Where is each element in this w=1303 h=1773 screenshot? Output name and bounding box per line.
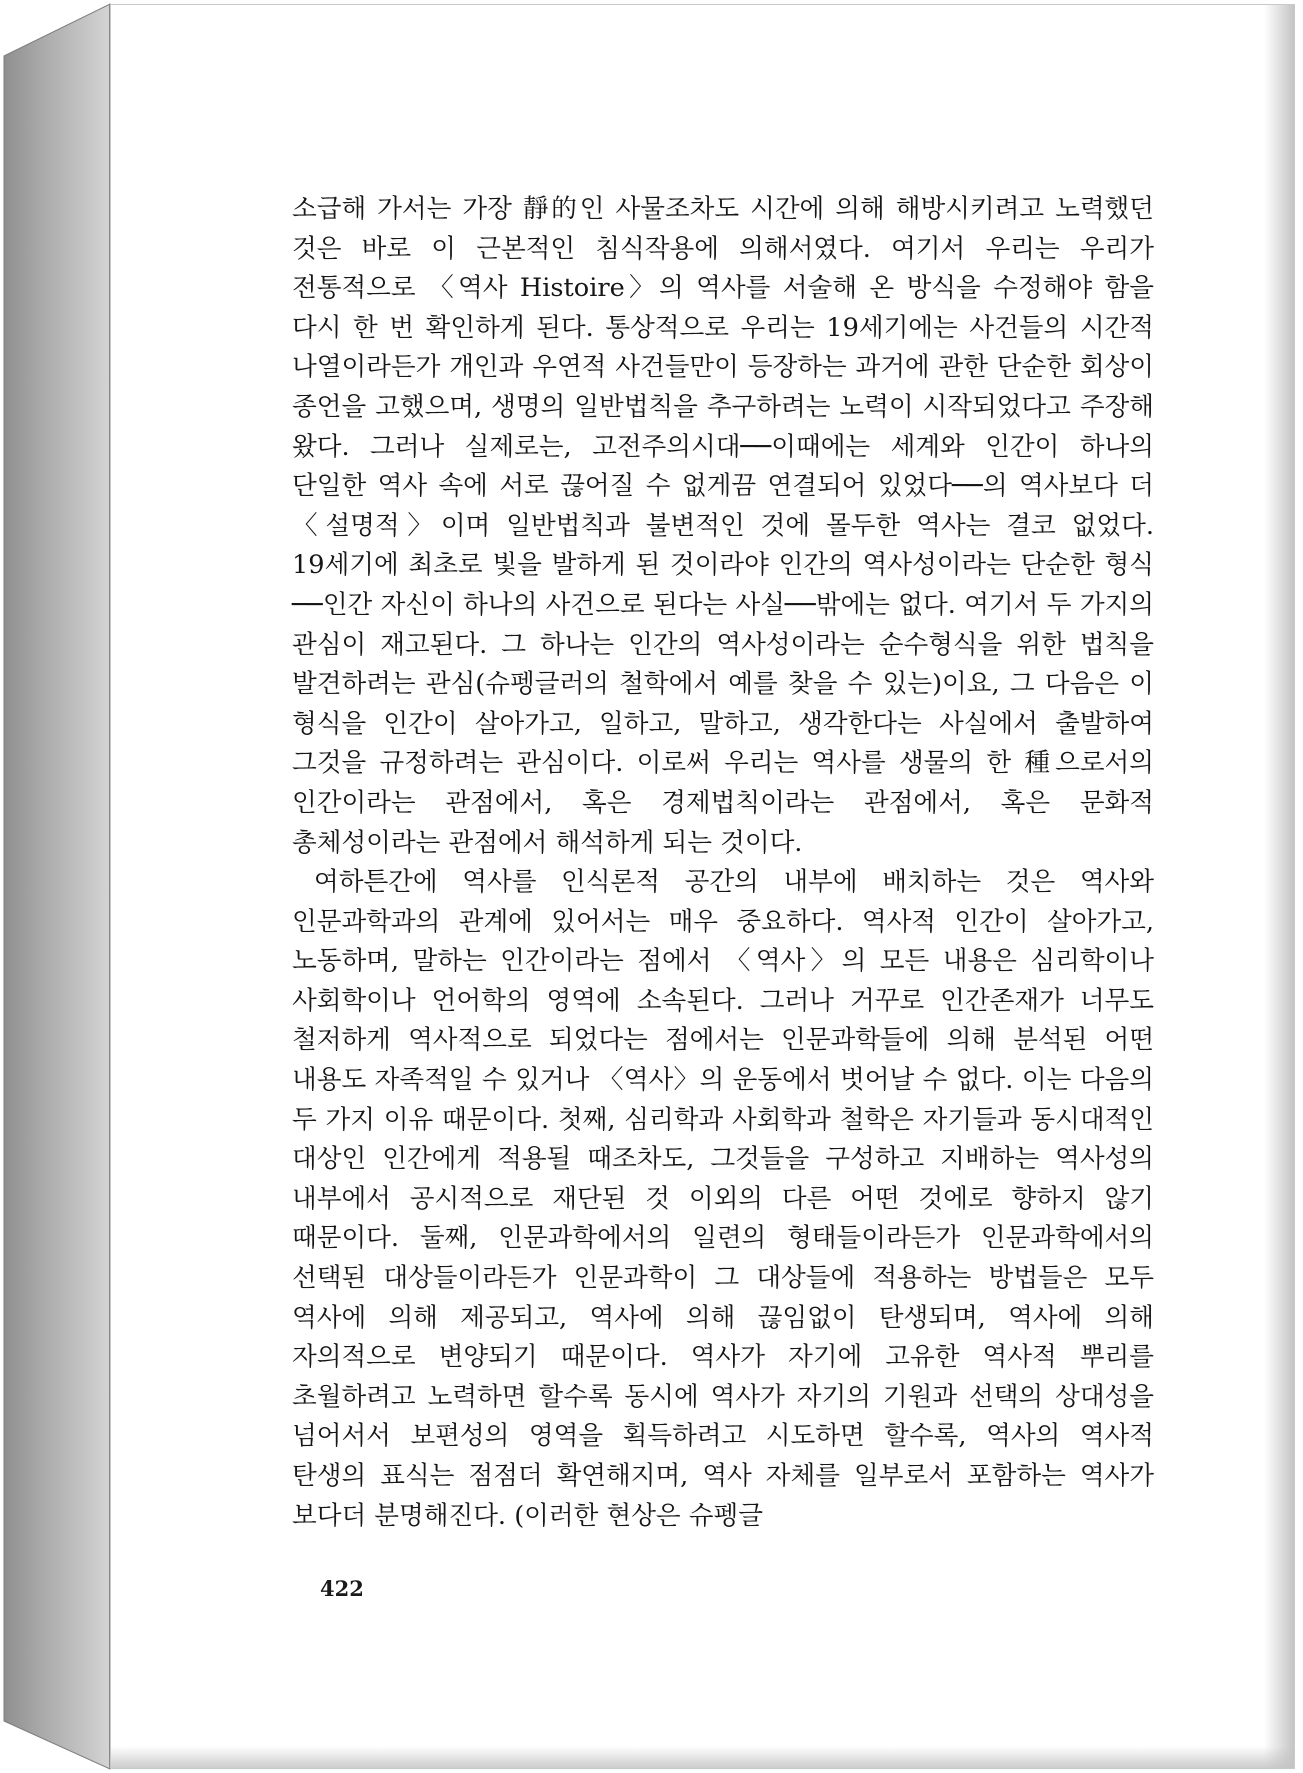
page-edge-shadow-bottom — [111, 1746, 1294, 1768]
page-number: 422 — [320, 1576, 364, 1601]
body-text — [292, 190, 1154, 1536]
paragraph: 여하튼간에 역사를 인식론적 공간의 내부에 배치하는 것은 역사와 인문과학과의 관계에 있어서는 매우 중요하다. 역사적 인간이 살아가고, 노동하며, 말하는 인간이라는 점에서 〈역사〉의 모든 내용은 심리학이나 사회학이나 언어학의 영역에 소속된다. 그러나 거꾸로 인간존재가 너무도 철저하게 역사적으로 되었다는 점에서는 인문과학들에 의해 분석된 어떤 내용도 자족적일 수 있거나 〈역사〉의 운동에서 벗어날 수 없다. 이는 다음의 두 가지 이유 때문이다. 첫째, 심리학과 사회학과 철학은 자기들과 동시대적인 대상인 인간에게 적용될 때조차도, 그것들을 구성하고 지배하는 역사성의 내부에서 공시적으로 재단된 것 이외의 다른 어떤 것에로 향하지 않기 때문이다. 둘째, 인문과학에서의 일련의 형태들이라든가 인문과학에서의 선택된 대상들이라든가 인문과학이 그 대상들에 적용하는 방법들은 모두 역사에 의해 제공되고, 역사에 의해 끊임없이 탄생되며, 역사에 의해 자의적으로 변양되기 때문이다. 역사가 자기에 고유한 역사적 뿌리를 초월하려고 노력하면 할수록 동시에 역사가 자기의 기원과 선택의 상대성을 넘어서서 보편성의 영역을 획득하려고 시도하면 할수록, 역사의 역사적 탄생의 표식는 점점더 확연해지며, 역사 자체를 일부로서 포함하는 역사가 보다더 분명해진다. (이러한 현상은 슈펭글 — [292, 867, 1155, 1531]
page-edge-shadow-right — [1264, 5, 1294, 1768]
paragraph: 소급해 가서는 가장 靜的인 사물조차도 시간에 의해 해방시키려고 노력했던 것은 바로 이 근본적인 침식작용에 의해서였다. 여기서 우리는 우리가 전통적으로 〈역사 Histoire〉의 역사를 서술해 온 방식을 수정해야 함을 다시 한 번 확인하게 된다. 통상적으로 우리는 19세기에는 사건들의 시간적 나열이라든가 개인과 우연적 사건들만이 등장하는 과거에 관한 단순한 회상이 종언을 고했으며, 생명의 일반법칙을 추구하려는 노력이 시작되었다고 주장해 왔다. 그러나 실제로는, 고전주의시대──이때에는 세계와 인간이 하나의 단일한 역사 속에 서로 끊어질 수 없게끔 연결되어 있었다──의 역사보다 더 〈설명적〉이며 일반법칙과 불변적인 것에 몰두한 역사는 결코 없었다. 19세기에 최초로 빛을 발하게 된 것이라야 인간의 역사성이라는 단순한 형식──인간 자신이 하나의 사건으로 된다는 사실──밖에는 없다. 여기서 두 가지의 관심이 재고된다. 그 하나는 인간의 역사성이라는 순수형식을 위한 법칙을 발견하려는 관심(슈펭글러의 철학에서 예를 찾을 수 있는)이요, 그 다음은 이 형식을 인간이 살아가고, 일하고, 말하고, 생각한다는 사실에서 출발하여 그것을 규정하려는 관심이다. 이로써 우리는 역사를 생물의 한 種으로서의 인간이라는 관점에서, 혹은 경제법칙이라는 관점에서, 혹은 문화적 총체성이라는 관점에서 해석하게 되는 것이다. — [292, 194, 1154, 858]
